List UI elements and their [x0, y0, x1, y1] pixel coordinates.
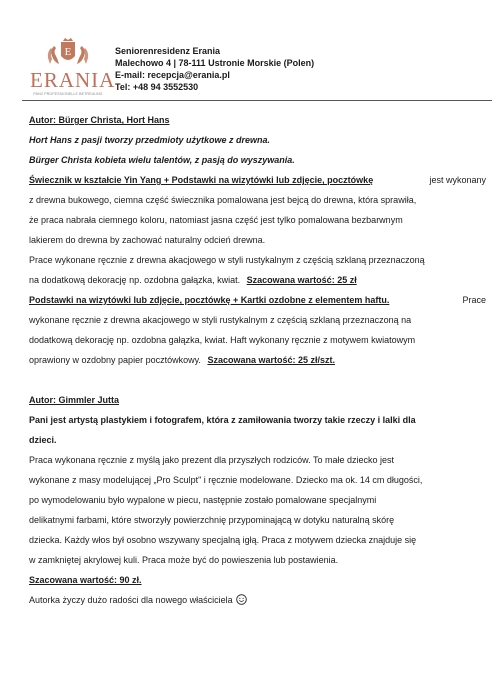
item1-title: Świecznik w kształcie Yin Yang + Podstawki na wizytówki lub zdjęcie, pocztówkę	[29, 175, 374, 185]
section2-desc-line: delikatnymi farbami, które stworzyły powierzchnię przypominającą w dotyku naturalną skórę	[29, 515, 395, 525]
logo-tagline: PANZ PROFESSIONELLE BETREUUNG	[33, 92, 103, 96]
residence-address: Malechowo 4 | 78-111 Ustronie Morskie (Polen)	[115, 58, 315, 68]
section1-authors: Autor: Bürger Christa, Hort Hans	[29, 115, 170, 125]
letterhead-contact	[115, 45, 314, 93]
logo-emblem-icon	[28, 38, 108, 72]
residence-email: E-mail: recepcja@erania.pl	[115, 70, 230, 80]
item2-desc-line: wykonane ręcznie z drewna akacjowego w styli rustykalnym z częścią szklaną przeznaczoną na	[29, 315, 412, 325]
item2-desc-text: oprawiony w ozdobny papier pocztówkowy.	[29, 355, 201, 365]
section2-author: Autor: Gimmler Jutta	[29, 395, 120, 405]
residence-name: Seniorenresidenz Erania	[115, 46, 221, 56]
item1-desc-line: lakierem do drewna by zachować naturalny odcień drewna.	[29, 235, 266, 245]
item1-desc-text: na dodatkową dekorację np. ozdobna gałązka, kwiat.	[29, 275, 241, 285]
section2-desc-line: Praca wykonana ręcznie z myślą jako prezent dla przyszłych rodziców. To małe dziecko jest	[29, 455, 394, 465]
item1-value-line	[29, 270, 486, 290]
erania-logo	[28, 38, 116, 100]
item1-desc-text: jest wykonany	[429, 175, 486, 185]
section2-intro-line: Pani jest artystą plastykiem i fotografem, która z zamiłowania tworzy takie rzeczy i lalki dla	[29, 415, 416, 425]
item2-desc-line: dodatkową dekorację np. ozdobna gałązka, kwiat. Haft wykonany ręcznie z motywem kwiatowym	[29, 335, 416, 345]
section2-desc-line: wykonane z masy modelującej „Pro Sculpt" i ręcznie modelowane. Dziecko ma ok. 14 cm długości,	[29, 475, 423, 485]
item1-desc-line: Prace wykonane ręcznie z drewna akacjowego w styli rustykalnym z częścią szklaną przeznaczoną	[29, 255, 425, 265]
author-christa-bio: Bürger Christa kobieta wielu talentów, z pasją do wyszywania.	[29, 155, 295, 165]
smiley-icon	[236, 594, 247, 605]
item1-estimated-value: Szacowana wartość: 25 zł	[246, 275, 357, 285]
header-divider	[22, 100, 492, 101]
item2-title: Podstawki na wizytówki lub zdjęcie, pocztówkę + Kartki ozdobne z elementem haftu.	[29, 295, 390, 305]
section2-desc-line: po wymodelowaniu było wypalone w piecu, następnie zostało pomalowane specjalnymi	[29, 495, 377, 505]
residence-phone: Tel: +48 94 3552530	[115, 82, 199, 92]
author-hans-bio: Hort Hans z pasji tworzy przedmioty użytkowe z drewna.	[29, 135, 271, 145]
closing-text: Autorka życzy dużo radości dla nowego właściciela	[29, 595, 233, 605]
section2-desc-line: w zamkniętej akrylowej kuli. Praca może być do powieszenia lub postawienia.	[29, 555, 339, 565]
section2-estimated-value: Szacowana wartość: 90 zł.	[29, 575, 142, 585]
item2-heading-line	[29, 290, 486, 310]
item2-value-line	[29, 350, 486, 370]
document-body	[29, 110, 486, 610]
item1-desc-line: że praca nabrała ciemnego koloru, natomiast jasna część jest tylko pomalowana bezbarwnym	[29, 215, 403, 225]
item2-estimated-value: Szacowana wartość: 25 zł/szt.	[207, 355, 335, 365]
closing-line	[29, 590, 486, 610]
section-spacer	[29, 370, 486, 390]
logo-wordmark: ERANIA	[30, 68, 116, 92]
section2-intro-line: dzieci.	[29, 435, 57, 445]
item2-desc-text: Prace	[462, 295, 486, 305]
svg-text:E: E	[64, 46, 72, 58]
section2-desc-line: dziecka. Każdy włos był osobno wszywany specjalną igłą. Praca z motywem dziecka znajduje się	[29, 535, 417, 545]
item1-heading-line	[29, 170, 486, 190]
item1-desc-line: z drewna bukowego, ciemna część świecznika pomalowana jest bejcą do drewna, która sprawiła,	[29, 195, 417, 205]
